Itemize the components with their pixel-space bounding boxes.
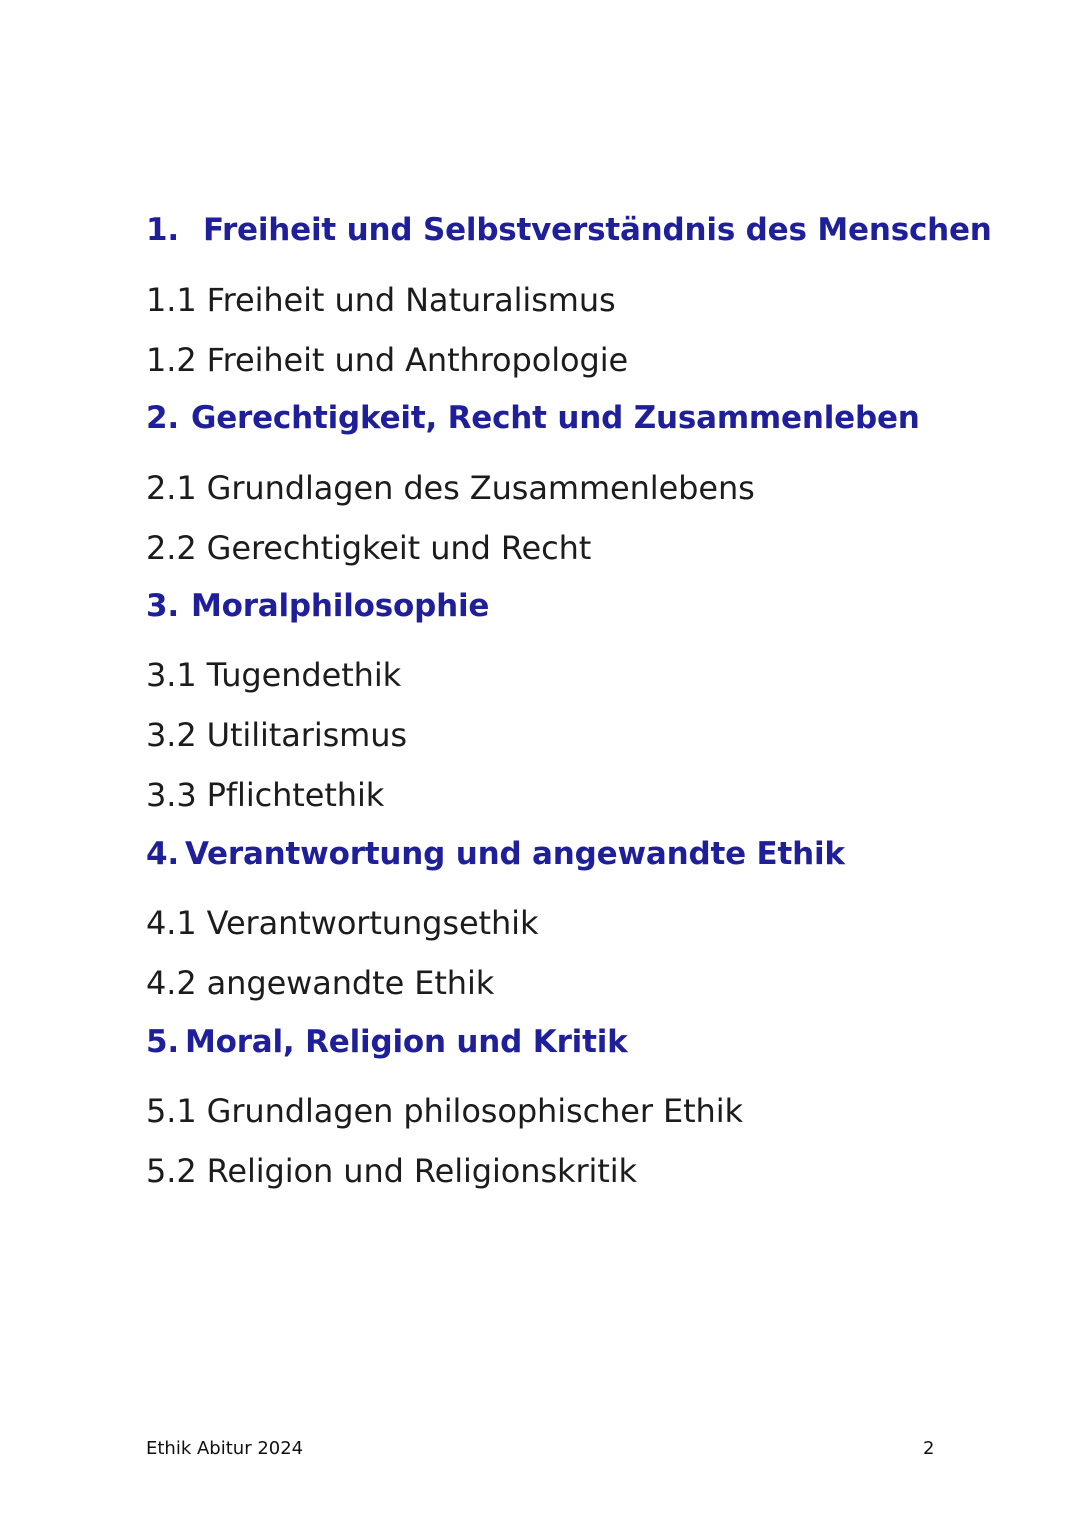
toc-subsection-2-2: 2.2 Gerechtigkeit und Recht (146, 529, 592, 567)
toc-heading-1 (146, 212, 992, 248)
toc-heading-number: 5. (146, 1024, 179, 1060)
toc-heading-title: Freiheit und Selbstverständnis des Menschen (202, 212, 992, 248)
toc-heading-number: 4. (146, 836, 179, 872)
toc-subsection-4-1: 4.1 Verantwortungsethik (146, 904, 539, 942)
toc-subsection-5-1: 5.1 Grundlagen philosophischer Ethik (146, 1092, 743, 1130)
toc-subsection-1-1: 1.1 Freiheit und Naturalismus (146, 281, 616, 319)
toc-heading-title: Moralphilosophie (190, 588, 490, 624)
toc-heading-number: 3. (146, 588, 179, 624)
toc-heading-4 (146, 836, 845, 872)
toc-heading-title: Moral, Religion und Kritik (184, 1024, 628, 1060)
toc-subsection-4-2: 4.2 angewandte Ethik (146, 964, 495, 1002)
toc-heading-3 (146, 588, 490, 624)
toc-heading-title: Verantwortung und angewandte Ethik (184, 836, 845, 872)
toc-subsection-2-1: 2.1 Grundlagen des Zusammenlebens (146, 469, 755, 507)
toc-heading-5 (146, 1024, 628, 1060)
toc-heading-2 (146, 400, 920, 436)
toc-subsection-3-2: 3.2 Utilitarismus (146, 716, 408, 754)
footer-document-title: Ethik Abitur 2024 (146, 1438, 304, 1459)
toc-heading-number: 1. (146, 212, 179, 248)
footer-page-number: 2 (923, 1438, 935, 1459)
toc-heading-title: Gerechtigkeit, Recht und Zusammenleben (190, 400, 920, 436)
toc-heading-number: 2. (146, 400, 179, 436)
toc-subsection-5-2: 5.2 Religion und Religionskritik (146, 1152, 637, 1190)
toc-subsection-3-1: 3.1 Tugendethik (146, 656, 402, 694)
toc-subsection-3-3: 3.3 Pflichtethik (146, 776, 385, 814)
toc-subsection-1-2: 1.2 Freiheit und Anthropologie (146, 341, 629, 379)
